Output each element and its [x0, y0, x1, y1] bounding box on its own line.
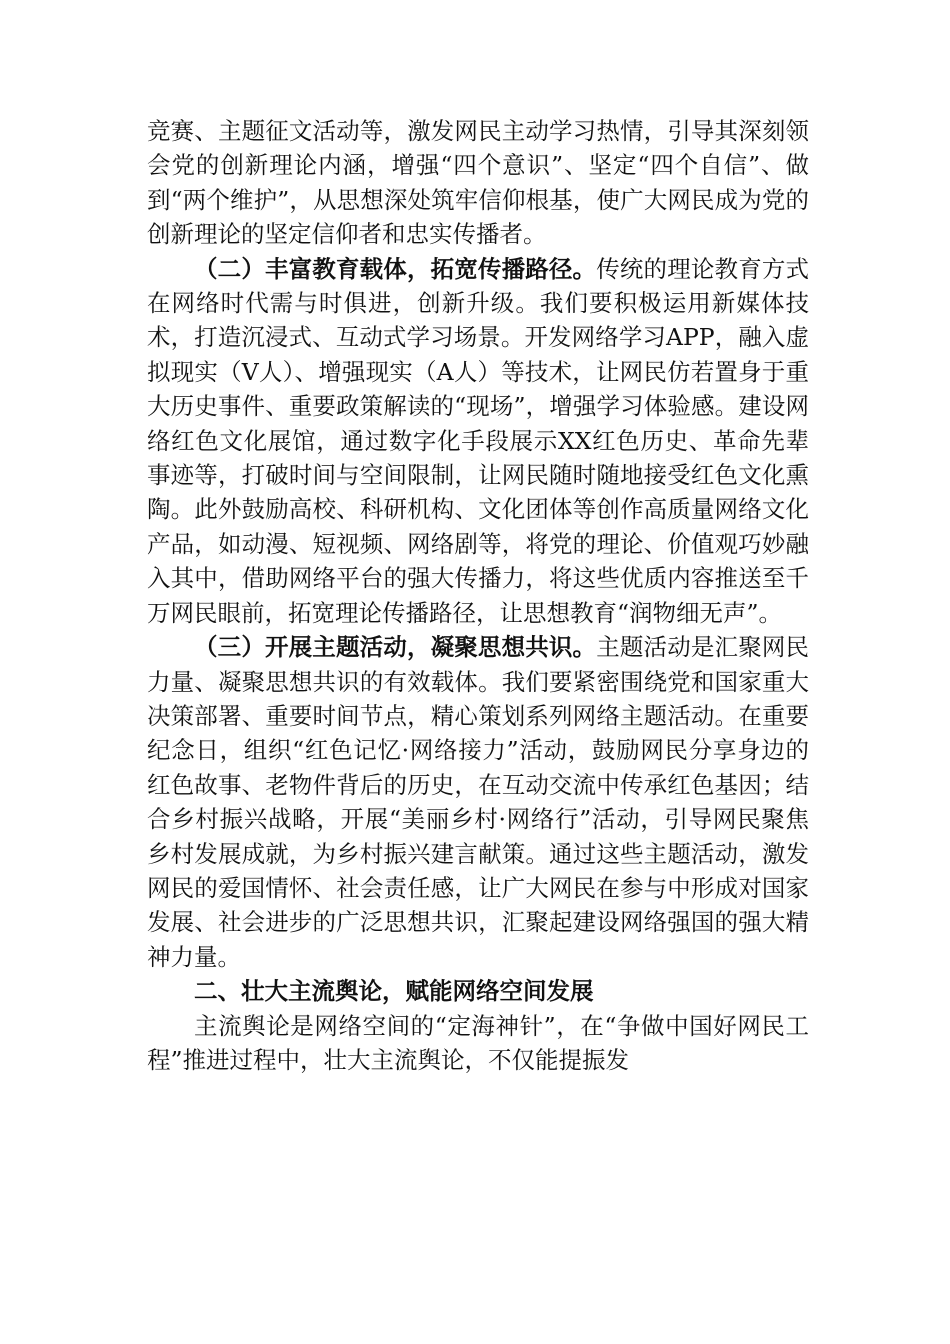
- subsection-heading: （三）开展主题活动，凝聚思想共识。: [194, 633, 597, 662]
- paragraph-subsection-2: [147, 252, 809, 630]
- document-body: [147, 114, 809, 1077]
- paragraph-body: [147, 1009, 809, 1078]
- paragraph-text: 主题活动是汇聚网民力量、凝聚思想共识的有效载体。我们要紧密围绕党和国家重大决策部署、重要时间节点，精心策划系列网络主题活动。在重要纪念日，组织“红色记忆·网络接力”活动，鼓励网民分享身边的红色故事、老物件背后的历史，在互动交流中传承红色基因；结合乡村振兴战略，开展“美丽乡村·网络行”活动，引导网民聚焦乡村发展成就，为乡村振兴建言献策。通过这些主题活动，激发网民的爱国情怀、社会责任感，让广大网民在参与中形成对国家发展、社会进步的广泛思想共识，汇聚起建设网络强国的强大精神力量。: [147, 633, 810, 971]
- paragraph-continuation: [147, 114, 809, 252]
- paragraph-text: 传统的理论教育方式在网络时代需与时俱进，创新升级。我们要积极运用新媒体技术，打造沉浸式、互动式学习场景。开发网络学习APP，融入虚拟现实（V人）、增强现实（A人）等技术，让网民仿若置身于重大历史事件、重要政策解读的“现场”，增强学习体验感。建设网络红色文化展馆，通过数字化手段展示XX红色历史、革命先辈事迹等，打破时间与空间限制，让网民随时随地接受红色文化熏陶。此外鼓励高校、科研机构、文化团体等创作高质量网络文化产品，如动漫、短视频、网络剧等，将党的理论、价值观巧妙融入其中，借助网络平台的强大传播力，将这些优质内容推送至千万网民眼前，拓宽理论传播路径，让思想教育“润物细无声”。: [147, 254, 810, 627]
- section-heading: 二、壮大主流舆论，赋能网络空间发展: [194, 977, 594, 1006]
- paragraph-subsection-3: [147, 630, 809, 974]
- paragraph-text: 主流舆论是网络空间的“定海神针”，在“争做中国好网民工程”推进过程中，壮大主流舆论，不仅能提振发: [147, 1011, 809, 1074]
- subsection-heading: （二）丰富教育载体，拓宽传播路径。: [194, 254, 597, 283]
- paragraph-text: 竞赛、主题征文活动等，激发网民主动学习热情，引导其深刻领会党的创新理论内涵，增强“四个意识”、坚定“四个自信”、做到“两个维护”，从思想深处筑牢信仰根基，使广大网民成为党的创新理论的坚定信仰者和忠实传播者。: [147, 117, 809, 249]
